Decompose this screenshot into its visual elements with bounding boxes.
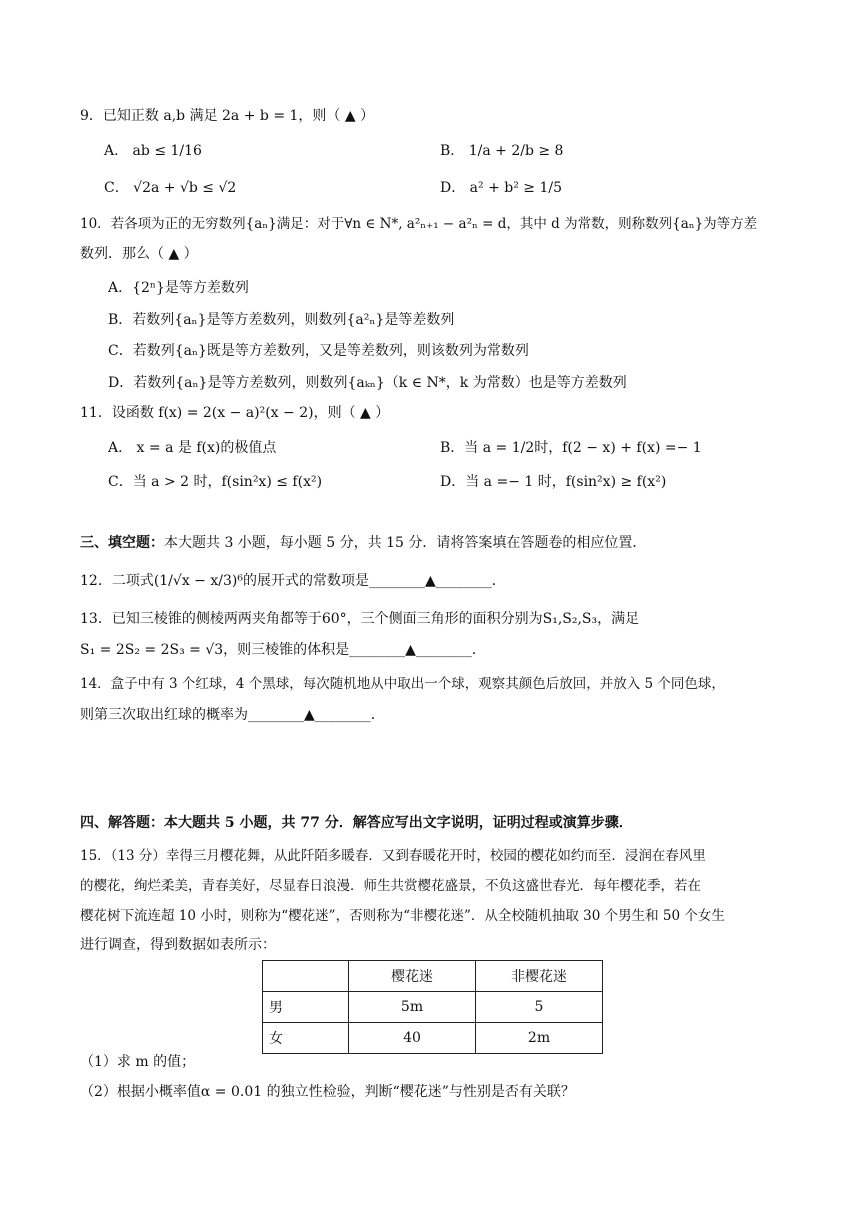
section-3-heading <box>80 533 646 553</box>
q11-option-c: C．当 a > 2 时，f(sin²x) ≤ f(x²) <box>108 474 323 490</box>
survey-table <box>262 960 603 1054</box>
q11-option-b: B．当 a = 1/2时，f(2 − x) + f(x) =− 1 <box>440 440 702 456</box>
q10-stem-line1: 10．若各项为正的无穷数列{aₙ}满足：对于∀n ∈ N*, a²ₙ₊₁ − a²ₙ = d，其中 d 为常数，则称数列{aₙ}为等方差 <box>80 216 758 232</box>
q14-line1: 14．盒子中有 3 个红球，4 个黑球，每次随机地从中取出一个球，观察其颜色后放回，并放入 5 个同色球， <box>80 676 725 692</box>
q13-line1: 13．已知三棱锥的侧棱两两夹角都等于60°，三个侧面三角形的面积分别为S₁,S₂,S₃，满足 <box>80 611 640 627</box>
table-cell: 5m <box>349 992 476 1023</box>
q10-stem-line2: 数列．那么（ ▲ ） <box>80 246 198 262</box>
table-row <box>263 992 603 1023</box>
section-3-desc: 本大题共 3 小题，每小题 5 分，共 15 分．请将答案填在答题卷的相应位置． <box>164 535 647 551</box>
q15-line3: 樱花树下流连超 10 小时，则称为“樱花迷”，否则称为“非樱花迷”．从全校随机抽取 30 个男生和 50 个女生 <box>80 908 725 924</box>
table-cell: 40 <box>349 1023 476 1054</box>
table-cell: 女 <box>263 1023 349 1054</box>
q10-option-a: A．{2ⁿ}是等方差数列 <box>108 280 249 296</box>
q15-line2: 的樱花，绚烂柔美，青春美好，尽显春日浪漫．师生共赏樱花盛景，不负这盛世春光．每年樱花季，若在 <box>80 878 701 894</box>
q11-option-d: D．当 a =− 1 时，f(sin²x) ≥ f(x²) <box>440 474 667 490</box>
table-header-cell <box>263 961 349 992</box>
q13-line2: S₁ = 2S₂ = 2S₃ = √3，则三棱锥的体积是________▲________． <box>80 642 486 658</box>
section-4-heading: 四、解答题：本大题共 5 小题，共 77 分．解答应写出文字说明，证明过程或演算步骤． <box>80 815 633 831</box>
q15-line4: 进行调查，得到数据如表所示： <box>80 937 276 953</box>
q15-part1: （1）求 m 的值； <box>80 1054 196 1070</box>
q10-option-b: B．若数列{aₙ}是等方差数列，则数列{a²ₙ}是等差数列 <box>108 312 455 328</box>
q11-stem: 11．设函数 f(x) = 2(x − a)²(x − 2)，则（ ▲ ） <box>80 405 390 421</box>
q12-text: 12．二项式(1/√x − x/3)⁶的展开式的常数项是________▲________． <box>80 573 506 589</box>
table-cell: 男 <box>263 992 349 1023</box>
q9-option-c: C． √2a + √b ≤ √2 <box>104 180 237 196</box>
table-header-cell: 非樱花迷 <box>476 961 603 992</box>
q10-option-d: D．若数列{aₙ}是等方差数列，则数列{aₖₙ}（k ∈ N*，k 为常数）也是等方差数列 <box>108 375 627 391</box>
q9-option-b: B． 1/a + 2/b ≥ 8 <box>440 143 564 159</box>
q15-part2: （2）根据小概率值α = 0.01 的独立性检验，判断“樱花迷”与性别是否有关联？ <box>80 1084 575 1100</box>
q9-stem: 9．已知正数 a,b 满足 2a + b = 1，则（ ▲ ） <box>80 108 375 124</box>
table-cell: 2m <box>476 1023 603 1054</box>
q14-line2: 则第三次取出红球的概率为________▲________． <box>80 707 385 723</box>
table-header-row <box>263 961 603 992</box>
table-header-cell: 樱花迷 <box>349 961 476 992</box>
table-cell: 5 <box>476 992 603 1023</box>
q10-option-c: C．若数列{aₙ}既是等方差数列，又是等差数列，则该数列为常数列 <box>108 343 529 359</box>
q9-option-a: A． ab ≤ 1/16 <box>104 143 202 159</box>
section-3-title: 三、填空题： <box>80 535 164 551</box>
table-row <box>263 1023 603 1054</box>
q15-line1: 15．（13 分）幸得三月樱花舞，从此阡陌多暖春．又到春暖花开时，校园的樱花如约而至．浸润在春风里 <box>80 848 706 864</box>
q11-option-a: A． x = a 是 f(x)的极值点 <box>108 440 277 456</box>
q9-option-d: D． a² + b² ≥ 1/5 <box>440 180 563 196</box>
